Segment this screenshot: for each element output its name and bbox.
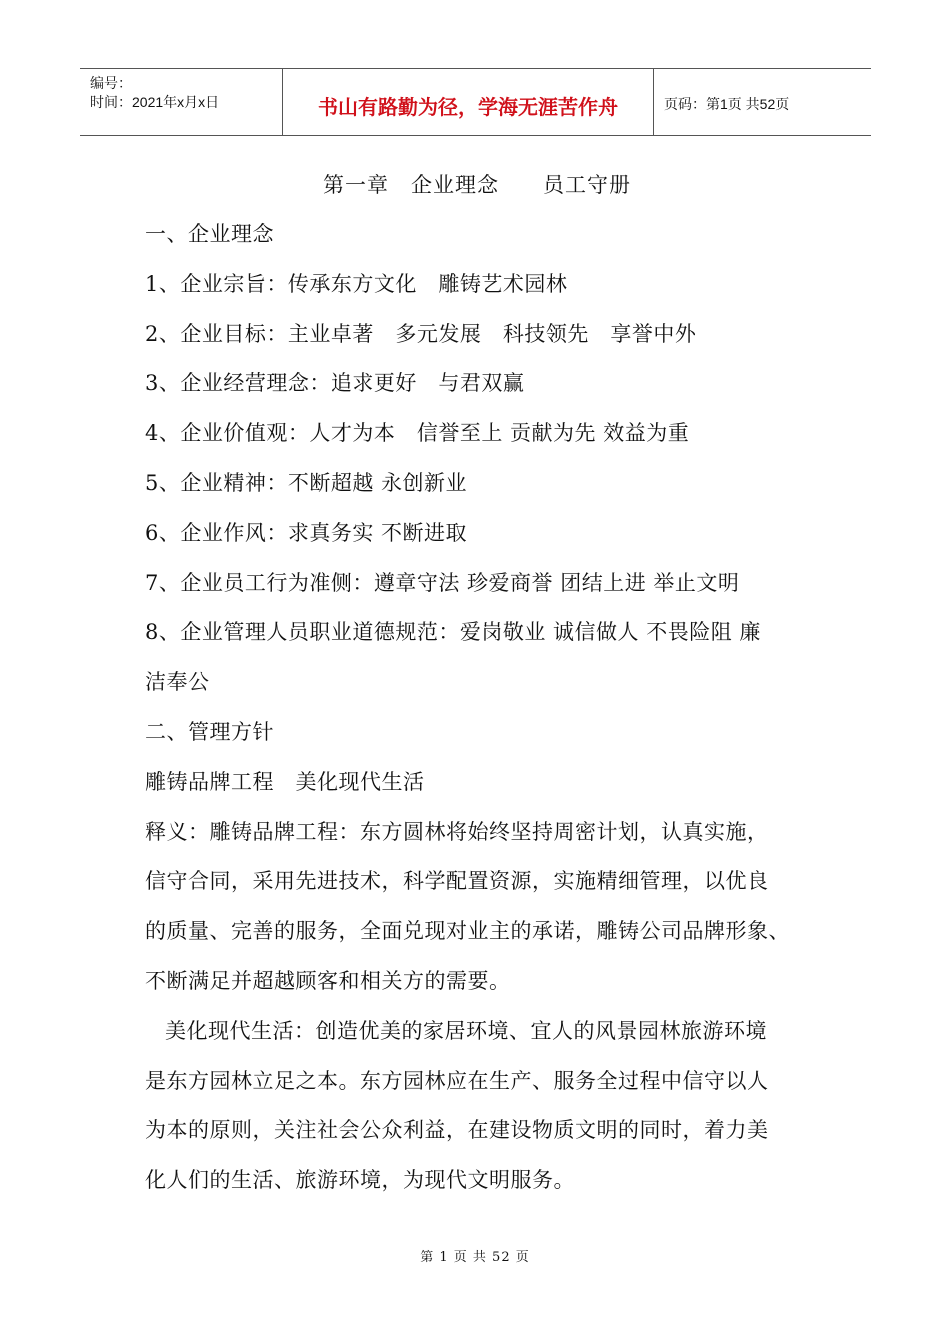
paragraph-line: 美化现代生活：创造优美的家居环境、宜人的风景园林旅游环境	[165, 1018, 767, 1043]
paragraph-line: 不断满足并超越顾客和相关方的需要。	[145, 968, 511, 993]
section-heading: 二、管理方针	[145, 719, 274, 744]
document-body	[145, 160, 825, 1206]
policy-statement: 雕铸品牌工程 美化现代生活	[145, 769, 425, 794]
list-item: 1、企业宗旨：传承东方文化 雕铸艺术园林	[145, 271, 568, 296]
list-item: 7、企业员工行为准侧：遵章守法 珍爱商誉 团结上进 举止文明	[145, 570, 740, 595]
list-item: 3、企业经营理念：追求更好 与君双赢	[145, 371, 525, 396]
list-item: 5、企业精神：不断超越 永创新业	[145, 470, 468, 495]
list-item: 2、企业目标：主业卓著 多元发展 科技领先 享誉中外	[145, 321, 697, 346]
document-header	[80, 68, 871, 136]
chapter-title: 第一章 企业理念 员工守册	[323, 173, 631, 197]
list-item: 8、企业管理人员职业道德规范：爱岗敬业 诚信做人 不畏险阻 廉	[145, 620, 761, 645]
section-heading: 一、企业理念	[145, 222, 274, 246]
page-footer: 第 1 页 共 52 页	[420, 1250, 530, 1265]
paragraph-line: 为本的原则，关注社会公众利益，在建设物质文明的同时，着力美	[145, 1118, 769, 1143]
list-item: 4、企业价值观：人才为本 信誉至上 贡献为先 效益为重	[145, 421, 690, 446]
paragraph-line: 释义：雕铸品牌工程：东方圆林将始终坚持周密计划，认真实施，	[145, 819, 769, 844]
paragraph-line: 信守合同，采用先进技术，科学配置资源，实施精细管理，以优良	[145, 869, 769, 894]
list-item-continuation: 洁奉公	[145, 670, 210, 695]
header-meta-cell	[80, 69, 283, 135]
number-label: 编号：	[90, 75, 132, 91]
page-info: 页码：第1页 共52页	[664, 96, 790, 112]
time-label: 时间：2021年x月x日	[90, 94, 220, 110]
motto-text: 书山有路勤为径，学海无涯苦作舟	[318, 94, 618, 119]
paragraph-line: 的质量、完善的服务，全面兑现对业主的承诺，雕铸公司品牌形象、	[145, 919, 790, 944]
header-page-cell	[654, 69, 871, 135]
paragraph-line: 化人们的生活、旅游环境，为现代文明服务。	[145, 1168, 575, 1193]
list-item: 6、企业作风：求真务实 不断进取	[145, 520, 468, 545]
paragraph-line: 是东方园林立足之本。东方园林应在生产、服务全过程中信守以人	[145, 1068, 769, 1093]
header-motto-cell	[283, 69, 654, 135]
